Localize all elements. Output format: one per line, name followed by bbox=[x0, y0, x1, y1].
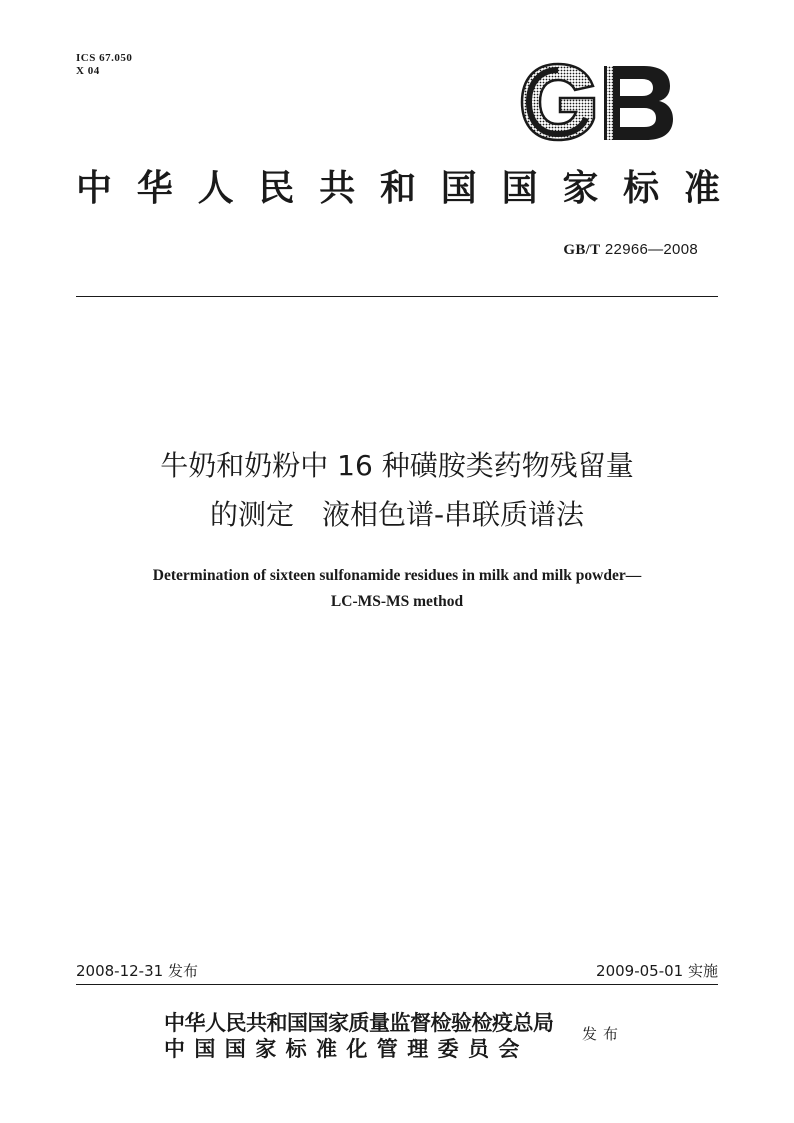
chinese-title-line-2: 的测定 液相色谱-串联质谱法 bbox=[209, 498, 585, 531]
title-char: 民 bbox=[258, 167, 295, 209]
classification-code: X 04 bbox=[76, 65, 100, 77]
title-char: 家 bbox=[562, 167, 599, 209]
title-char: 人 bbox=[197, 167, 234, 209]
title-char: 共 bbox=[319, 167, 356, 209]
gb-logo-icon bbox=[518, 60, 676, 144]
ics-code: ICS 67.050 bbox=[76, 52, 133, 64]
issuer-aqsiq: 中华人民共和国国家质量监督检验检疫总局 bbox=[164, 1010, 554, 1035]
implementation-date: 2009-05-01 实施 bbox=[596, 962, 718, 980]
standard-code: 22966—2008 bbox=[604, 241, 698, 258]
national-standard-title bbox=[76, 163, 720, 213]
title-char: 标 bbox=[623, 167, 660, 209]
english-title-line-2: LC-MS-MS method bbox=[330, 593, 464, 610]
title-char: 和 bbox=[379, 167, 416, 209]
release-label: 发布 bbox=[582, 1025, 625, 1043]
standard-prefix: GB/T bbox=[563, 242, 601, 258]
bottom-divider bbox=[76, 984, 718, 985]
top-divider bbox=[76, 296, 718, 297]
title-char: 中 bbox=[76, 167, 113, 209]
title-char: 准 bbox=[683, 167, 720, 209]
chinese-title-line-1: 牛奶和奶粉中 16 种磺胺类药物残留量 bbox=[160, 449, 634, 482]
title-char: 华 bbox=[136, 167, 173, 209]
english-title-line-1: Determination of sixteen sulfonamide residues in milk and milk powder— bbox=[152, 567, 642, 584]
standard-number bbox=[563, 241, 698, 259]
issue-date: 2008-12-31 发布 bbox=[76, 962, 198, 980]
issuer-sac: 中国国家标准化管理委员会 bbox=[164, 1036, 529, 1061]
title-char: 国 bbox=[440, 167, 477, 209]
title-char: 国 bbox=[501, 167, 538, 209]
